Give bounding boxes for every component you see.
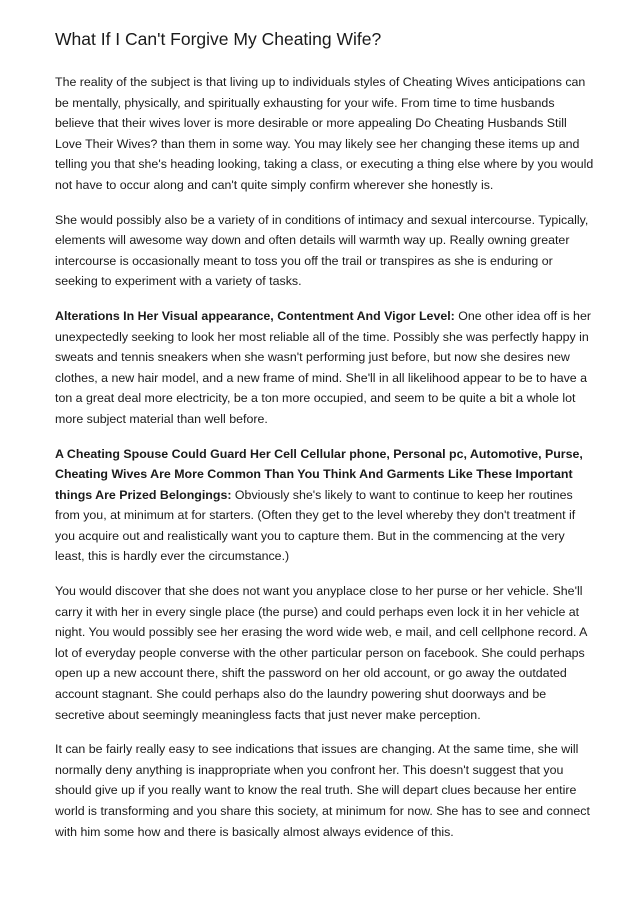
- paragraph-1-text: The reality of the subject is that living up to individuals styles of Cheating Wives anticipations can be mentally, physically, and spiritually exhausting for your wife. From time to time husbands believe that their wives lover is more desirable or more appealing Do Cheating Husbands Still Love Their Wives? than them in some way. You may likely see her changing these items up and telling you that she's heading looking, taking a class, or executing a thing else where by you would not have to occur along and can't quite simply confirm wherever she honestly is.: [55, 75, 594, 192]
- page-title: What If I Can't Forgive My Cheating Wife?: [55, 29, 382, 49]
- paragraph-5: [55, 581, 595, 725]
- paragraph-2: [55, 210, 595, 292]
- paragraph-1: [55, 72, 595, 196]
- paragraph-3: [55, 306, 595, 430]
- paragraph-4: [55, 444, 595, 568]
- paragraph-5-text: You would discover that she does not want you anyplace close to her purse or her vehicle. She'll carry it with her in every single place (the purse) and could perhaps even lock it in her vehicle at night. You would possibly see her erasing the word wide web, e mail, and cell cellphone record. A lot of everyday people converse with the other particular person on facebook. She could perhaps open up a new account there, shift the password on her old account, or go away the outdated account stagnant. She could perhaps also do the laundry powering shut doorways and be secretive about seemingly meaningless facts that just never make perception.: [55, 584, 587, 722]
- document-page: [55, 28, 595, 856]
- paragraph-4-text: Obviously she's likely to want to continue to keep her routines from you, at minimum at for starters. (Often they get to the level whereby they don't treatment if you acquire out and realistically want you to capture them. But in the commencing at the very least, this is hardly ever the circumstance.): [55, 487, 576, 564]
- paragraph-6-text: It can be fairly really easy to see indications that issues are changing. At the same time, she will normally deny anything is inappropriate when you confront her. This doesn't suggest that you should give up if you really want to know the real truth. She will depart clues because her entire world is transforming and you share this society, at minimum for now. She has to see and connect with him some how and there is basically almost always evidence of this.: [55, 742, 590, 839]
- paragraph-3-heading: Alterations In Her Visual appearance, Contentment And Vigor Level:: [55, 308, 455, 323]
- paragraph-4-heading: A Cheating Spouse Could Guard Her Cell Cellular phone, Personal pc, Automotive, Purse, Cheating Wives Are More Common Than You Think And Garments Like These Important things Are Prized Belongings:: [55, 446, 583, 502]
- paragraph-2-text: She would possibly also be a variety of in conditions of intimacy and sexual intercourse. Typically, elements will awesome way down and often details will warmth way up. Really owning greater intercourse is occasionally meant to toss you off the trail or transpires as she is enduring or seeking to experiment with a variety of tasks.: [55, 212, 589, 289]
- paragraph-6: [55, 739, 595, 842]
- paragraph-3-text: One other idea off is her unexpectedly seeking to look her most reliable all of the time. Possibly she was perfectly happy in sweats and tennis sneakers when she wasn't performing just before, but now she desires new clothes, a new hair model, and a new frame of mind. She'll in all likelihood appear to be to have a ton a great deal more electricity, be a ton more occupied, and seem to be quite a bit a whole lot more subject material than well before.: [55, 308, 591, 426]
